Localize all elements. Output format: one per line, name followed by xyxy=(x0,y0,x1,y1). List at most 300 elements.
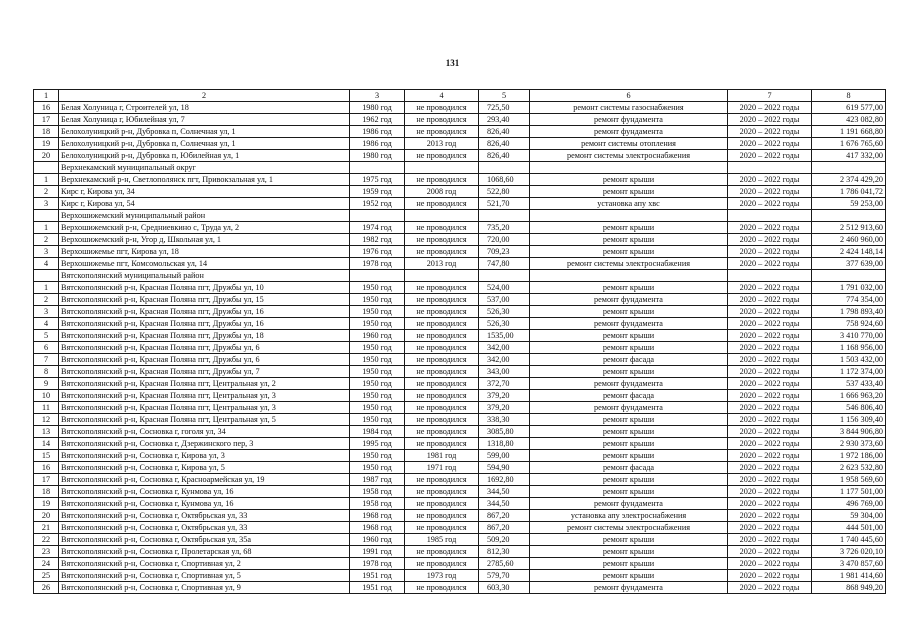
empty-cell xyxy=(350,162,405,174)
row-number: 20 xyxy=(34,150,59,162)
area-cell: 342,00 xyxy=(479,354,530,366)
last-repair-cell: не проводился xyxy=(405,402,479,414)
address-cell: Вятскополянский р-н, Сосновка г, Красноармейская ул, 19 xyxy=(59,474,350,486)
period-cell: 2020 – 2022 годы xyxy=(728,402,812,414)
address-cell: Верхошижемье пгт, Комсомольская ул, 14 xyxy=(59,258,350,270)
address-cell: Вятскополянский р-н, Сосновка г, Дзержинского пер, 3 xyxy=(59,438,350,450)
work-type-cell: ремонт крыши xyxy=(530,174,728,186)
build-year-cell: 1951 год xyxy=(350,582,405,594)
last-repair-cell: не проводился xyxy=(405,426,479,438)
period-cell: 2020 – 2022 годы xyxy=(728,450,812,462)
cost-cell: 3 470 857,60 xyxy=(812,558,886,570)
row-number: 14 xyxy=(34,438,59,450)
build-year-cell: 1975 год xyxy=(350,174,405,186)
work-type-cell: ремонт системы отопления xyxy=(530,138,728,150)
cost-cell: 1 172 374,00 xyxy=(812,366,886,378)
empty-cell xyxy=(530,210,728,222)
cost-cell: 1 740 445,60 xyxy=(812,534,886,546)
work-type-cell: ремонт крыши xyxy=(530,546,728,558)
area-cell: 3085,80 xyxy=(479,426,530,438)
table-row xyxy=(34,462,886,474)
build-year-cell: 1950 год xyxy=(350,378,405,390)
cost-cell: 868 949,20 xyxy=(812,582,886,594)
table-row xyxy=(34,426,886,438)
area-cell: 709,23 xyxy=(479,246,530,258)
area-cell: 1318,80 xyxy=(479,438,530,450)
table-row xyxy=(34,570,886,582)
table-row xyxy=(34,486,886,498)
period-cell: 2020 – 2022 годы xyxy=(728,438,812,450)
row-number: 4 xyxy=(34,258,59,270)
last-repair-cell: не проводился xyxy=(405,522,479,534)
area-cell: 812,30 xyxy=(479,546,530,558)
period-cell: 2020 – 2022 годы xyxy=(728,546,812,558)
cost-cell: 2 460 960,00 xyxy=(812,234,886,246)
section-number-cell xyxy=(34,162,59,174)
cost-cell: 2 623 532,80 xyxy=(812,462,886,474)
address-cell: Вятскополянский р-н, Красная Поляна пгт, Дружбы ул, 16 xyxy=(59,306,350,318)
period-cell: 2020 – 2022 годы xyxy=(728,186,812,198)
row-number: 1 xyxy=(34,222,59,234)
period-cell: 2020 – 2022 годы xyxy=(728,126,812,138)
period-cell: 2020 – 2022 годы xyxy=(728,390,812,402)
area-cell: 344,50 xyxy=(479,498,530,510)
address-cell: Кирс г, Кирова ул, 34 xyxy=(59,186,350,198)
work-type-cell: ремонт фасада xyxy=(530,390,728,402)
last-repair-cell: не проводился xyxy=(405,174,479,186)
cost-cell: 2 930 373,60 xyxy=(812,438,886,450)
last-repair-cell: не проводился xyxy=(405,438,479,450)
period-cell: 2020 – 2022 годы xyxy=(728,174,812,186)
area-cell: 826,40 xyxy=(479,150,530,162)
work-type-cell: ремонт крыши xyxy=(530,306,728,318)
row-number: 3 xyxy=(34,246,59,258)
cost-cell: 2 512 913,60 xyxy=(812,222,886,234)
period-cell: 2020 – 2022 годы xyxy=(728,510,812,522)
area-cell: 1692,80 xyxy=(479,474,530,486)
empty-cell xyxy=(479,162,530,174)
address-cell: Белохолуницкий р-н, Дубровка п, Юбилейная ул, 1 xyxy=(59,150,350,162)
address-cell: Вятскополянский р-н, Красная Поляна пгт, Дружбы ул, 10 xyxy=(59,282,350,294)
table-row xyxy=(34,174,886,186)
cost-cell: 1 786 041,72 xyxy=(812,186,886,198)
address-cell: Вятскополянский р-н, Сосновка г, Октябрьская ул, 33 xyxy=(59,522,350,534)
last-repair-cell: не проводился xyxy=(405,342,479,354)
table-row xyxy=(34,522,886,534)
table-row xyxy=(34,126,886,138)
column-number: 1 xyxy=(34,90,59,102)
build-year-cell: 1950 год xyxy=(350,450,405,462)
area-cell: 342,00 xyxy=(479,342,530,354)
last-repair-cell: не проводился xyxy=(405,378,479,390)
column-number: 5 xyxy=(479,90,530,102)
table-row xyxy=(34,150,886,162)
row-number: 15 xyxy=(34,450,59,462)
table-row xyxy=(34,366,886,378)
area-cell: 1535,00 xyxy=(479,330,530,342)
column-number: 2 xyxy=(59,90,350,102)
cost-cell: 3 410 770,00 xyxy=(812,330,886,342)
work-type-cell: ремонт фундамента xyxy=(530,114,728,126)
address-cell: Вятскополянский р-н, Сосновка г, гоголя ул, 34 xyxy=(59,426,350,438)
period-cell: 2020 – 2022 годы xyxy=(728,330,812,342)
table-row xyxy=(34,402,886,414)
build-year-cell: 1984 год xyxy=(350,426,405,438)
cost-cell: 774 354,00 xyxy=(812,294,886,306)
table-row xyxy=(34,114,886,126)
address-cell: Вятскополянский р-н, Сосновка г, Октябрьская ул, 35а xyxy=(59,534,350,546)
last-repair-cell: 1971 год xyxy=(405,462,479,474)
row-number: 2 xyxy=(34,186,59,198)
area-cell: 599,00 xyxy=(479,450,530,462)
last-repair-cell: не проводился xyxy=(405,582,479,594)
table-row xyxy=(34,450,886,462)
address-cell: Вятскополянский р-н, Красная Поляна пгт, Дружбы ул, 7 xyxy=(59,366,350,378)
work-type-cell: ремонт крыши xyxy=(530,450,728,462)
empty-cell xyxy=(530,270,728,282)
period-cell: 2020 – 2022 годы xyxy=(728,570,812,582)
work-type-cell: ремонт крыши xyxy=(530,186,728,198)
period-cell: 2020 – 2022 годы xyxy=(728,282,812,294)
row-number: 18 xyxy=(34,486,59,498)
period-cell: 2020 – 2022 годы xyxy=(728,582,812,594)
work-type-cell: ремонт крыши xyxy=(530,474,728,486)
area-cell: 747,80 xyxy=(479,258,530,270)
cost-cell: 1 191 668,80 xyxy=(812,126,886,138)
table-body xyxy=(34,90,886,594)
build-year-cell: 1951 год xyxy=(350,570,405,582)
table-row xyxy=(34,378,886,390)
address-cell: Верхнекамский р-н, Светлополянск пгт, Привокзальная ул, 1 xyxy=(59,174,350,186)
work-type-cell: ремонт фундамента xyxy=(530,318,728,330)
area-cell: 509,20 xyxy=(479,534,530,546)
row-number: 9 xyxy=(34,378,59,390)
cost-cell: 537 433,40 xyxy=(812,378,886,390)
build-year-cell: 1962 год xyxy=(350,114,405,126)
address-cell: Верхошижемье пгт, Кирова ул, 18 xyxy=(59,246,350,258)
area-cell: 522,80 xyxy=(479,186,530,198)
work-type-cell: ремонт крыши xyxy=(530,234,728,246)
column-number: 6 xyxy=(530,90,728,102)
cost-cell: 1 981 414,60 xyxy=(812,570,886,582)
table-row xyxy=(34,186,886,198)
work-type-cell: ремонт фасада xyxy=(530,354,728,366)
last-repair-cell: не проводился xyxy=(405,198,479,210)
build-year-cell: 1974 год xyxy=(350,222,405,234)
build-year-cell: 1950 год xyxy=(350,402,405,414)
empty-cell xyxy=(728,210,812,222)
row-number: 2 xyxy=(34,294,59,306)
last-repair-cell: не проводился xyxy=(405,414,479,426)
row-number: 17 xyxy=(34,114,59,126)
empty-cell xyxy=(530,162,728,174)
build-year-cell: 1986 год xyxy=(350,126,405,138)
work-type-cell: ремонт системы электроснабжения xyxy=(530,258,728,270)
work-type-cell: ремонт системы газоснабжения xyxy=(530,102,728,114)
build-year-cell: 1958 год xyxy=(350,486,405,498)
area-cell: 521,70 xyxy=(479,198,530,210)
build-year-cell: 1976 год xyxy=(350,246,405,258)
cost-cell: 3 844 906,80 xyxy=(812,426,886,438)
work-type-cell: ремонт системы электроснабжения xyxy=(530,150,728,162)
cost-cell: 59 253,00 xyxy=(812,198,886,210)
table-row xyxy=(34,198,886,210)
address-cell: Белохолуницкий р-н, Дубровка п, Солнечная ул, 1 xyxy=(59,126,350,138)
area-cell: 379,20 xyxy=(479,402,530,414)
cost-cell: 1 798 893,40 xyxy=(812,306,886,318)
row-number: 8 xyxy=(34,366,59,378)
address-cell: Верхошижемский р-н, Угор д, Школьная ул, 1 xyxy=(59,234,350,246)
build-year-cell: 1960 год xyxy=(350,534,405,546)
empty-cell xyxy=(350,210,405,222)
table-row xyxy=(34,414,886,426)
last-repair-cell: не проводился xyxy=(405,246,479,258)
period-cell: 2020 – 2022 годы xyxy=(728,342,812,354)
row-number: 4 xyxy=(34,318,59,330)
table-row xyxy=(34,474,886,486)
table-row xyxy=(34,138,886,150)
row-number: 3 xyxy=(34,198,59,210)
area-cell: 372,70 xyxy=(479,378,530,390)
area-cell: 735,20 xyxy=(479,222,530,234)
build-year-cell: 1987 год xyxy=(350,474,405,486)
period-cell: 2020 – 2022 годы xyxy=(728,462,812,474)
table-row xyxy=(34,318,886,330)
section-row xyxy=(34,270,886,282)
work-type-cell: ремонт системы электроснабжения xyxy=(530,522,728,534)
work-type-cell: ремонт крыши xyxy=(530,426,728,438)
address-cell: Вятскополянский р-н, Красная Поляна пгт, Дружбы ул, 15 xyxy=(59,294,350,306)
cost-cell: 2 424 148,14 xyxy=(812,246,886,258)
row-number: 1 xyxy=(34,174,59,186)
build-year-cell: 1950 год xyxy=(350,282,405,294)
work-type-cell: ремонт крыши xyxy=(530,330,728,342)
work-type-cell: ремонт крыши xyxy=(530,438,728,450)
row-number: 22 xyxy=(34,534,59,546)
last-repair-cell: не проводился xyxy=(405,474,479,486)
build-year-cell: 1950 год xyxy=(350,390,405,402)
table-row xyxy=(34,510,886,522)
table-row xyxy=(34,438,886,450)
last-repair-cell: не проводился xyxy=(405,558,479,570)
table-row xyxy=(34,558,886,570)
area-cell: 343,00 xyxy=(479,366,530,378)
row-number: 2 xyxy=(34,234,59,246)
table-row xyxy=(34,498,886,510)
work-type-cell: ремонт фундамента xyxy=(530,378,728,390)
table-row xyxy=(34,234,886,246)
column-number: 7 xyxy=(728,90,812,102)
table-row xyxy=(34,354,886,366)
column-number-row xyxy=(34,90,886,102)
row-number: 26 xyxy=(34,582,59,594)
empty-cell xyxy=(812,210,886,222)
table-row xyxy=(34,330,886,342)
build-year-cell: 1982 год xyxy=(350,234,405,246)
empty-cell xyxy=(350,270,405,282)
row-number: 10 xyxy=(34,390,59,402)
address-cell: Вятскополянский р-н, Красная Поляна пгт, Центральная ул, 5 xyxy=(59,414,350,426)
table-row xyxy=(34,582,886,594)
last-repair-cell: не проводился xyxy=(405,330,479,342)
period-cell: 2020 – 2022 годы xyxy=(728,246,812,258)
cost-cell: 496 769,00 xyxy=(812,498,886,510)
section-title: Вятскополянский муниципальный район xyxy=(59,270,350,282)
last-repair-cell: не проводился xyxy=(405,222,479,234)
area-cell: 293,40 xyxy=(479,114,530,126)
cost-cell: 1 666 963,20 xyxy=(812,390,886,402)
period-cell: 2020 – 2022 годы xyxy=(728,114,812,126)
build-year-cell: 1950 год xyxy=(350,366,405,378)
period-cell: 2020 – 2022 годы xyxy=(728,258,812,270)
cost-cell: 423 082,80 xyxy=(812,114,886,126)
last-repair-cell: 2013 год xyxy=(405,258,479,270)
last-repair-cell: 1973 год xyxy=(405,570,479,582)
row-number: 25 xyxy=(34,570,59,582)
build-year-cell: 1960 год xyxy=(350,330,405,342)
column-number: 3 xyxy=(350,90,405,102)
address-cell: Вятскополянский р-н, Сосновка г, Кирова ул, 3 xyxy=(59,450,350,462)
area-cell: 826,40 xyxy=(479,138,530,150)
table-row xyxy=(34,534,886,546)
area-cell: 526,30 xyxy=(479,306,530,318)
empty-cell xyxy=(479,210,530,222)
address-cell: Вятскополянский р-н, Красная Поляна пгт, Центральная ул, 2 xyxy=(59,378,350,390)
work-type-cell: установка апу электроснабжения xyxy=(530,510,728,522)
work-type-cell: ремонт крыши xyxy=(530,366,728,378)
area-cell: 379,20 xyxy=(479,390,530,402)
address-cell: Белохолуницкий р-н, Дубровка п, Солнечная ул, 1 xyxy=(59,138,350,150)
work-type-cell: ремонт крыши xyxy=(530,534,728,546)
work-type-cell: ремонт фундамента xyxy=(530,582,728,594)
cost-cell: 546 806,40 xyxy=(812,402,886,414)
address-cell: Вятскополянский р-н, Красная Поляна пгт, Дружбы ул, 6 xyxy=(59,354,350,366)
empty-cell xyxy=(405,210,479,222)
last-repair-cell: не проводился xyxy=(405,114,479,126)
cost-cell: 619 577,00 xyxy=(812,102,886,114)
address-cell: Вятскополянский р-н, Сосновка г, Кунмова ул, 16 xyxy=(59,486,350,498)
cost-cell: 1 503 432,00 xyxy=(812,354,886,366)
period-cell: 2020 – 2022 годы xyxy=(728,102,812,114)
period-cell: 2020 – 2022 годы xyxy=(728,426,812,438)
area-cell: 725,50 xyxy=(479,102,530,114)
table-row xyxy=(34,258,886,270)
period-cell: 2020 – 2022 годы xyxy=(728,366,812,378)
address-cell: Вятскополянский р-н, Сосновка г, Кунмова ул, 16 xyxy=(59,498,350,510)
period-cell: 2020 – 2022 годы xyxy=(728,474,812,486)
cost-cell: 1 177 501,00 xyxy=(812,486,886,498)
last-repair-cell: 2013 год xyxy=(405,138,479,150)
period-cell: 2020 – 2022 годы xyxy=(728,150,812,162)
work-type-cell: ремонт фундамента xyxy=(530,294,728,306)
table-row xyxy=(34,390,886,402)
section-number-cell xyxy=(34,270,59,282)
last-repair-cell: не проводился xyxy=(405,126,479,138)
area-cell: 524,00 xyxy=(479,282,530,294)
last-repair-cell: не проводился xyxy=(405,486,479,498)
table-row xyxy=(34,546,886,558)
period-cell: 2020 – 2022 годы xyxy=(728,534,812,546)
row-number: 19 xyxy=(34,138,59,150)
address-cell: Вятскополянский р-н, Сосновка г, Спортивная ул, 5 xyxy=(59,570,350,582)
table-row xyxy=(34,102,886,114)
cost-cell: 1 156 309,40 xyxy=(812,414,886,426)
row-number: 13 xyxy=(34,426,59,438)
period-cell: 2020 – 2022 годы xyxy=(728,414,812,426)
empty-cell xyxy=(728,162,812,174)
empty-cell xyxy=(405,162,479,174)
cost-cell: 3 726 020,10 xyxy=(812,546,886,558)
build-year-cell: 1952 год xyxy=(350,198,405,210)
section-title: Верхошижемский муниципальный район xyxy=(59,210,350,222)
build-year-cell: 1950 год xyxy=(350,462,405,474)
cost-cell: 444 501,00 xyxy=(812,522,886,534)
period-cell: 2020 – 2022 годы xyxy=(728,234,812,246)
address-cell: Белая Холуница г, Юбилейная ул, 7 xyxy=(59,114,350,126)
period-cell: 2020 – 2022 годы xyxy=(728,354,812,366)
build-year-cell: 1980 год xyxy=(350,150,405,162)
address-cell: Кирс г, Кирова ул, 54 xyxy=(59,198,350,210)
last-repair-cell: не проводился xyxy=(405,546,479,558)
row-number: 19 xyxy=(34,498,59,510)
build-year-cell: 1995 год xyxy=(350,438,405,450)
area-cell: 867,20 xyxy=(479,522,530,534)
last-repair-cell: не проводился xyxy=(405,354,479,366)
period-cell: 2020 – 2022 годы xyxy=(728,498,812,510)
table-row xyxy=(34,222,886,234)
page-number: 131 xyxy=(445,58,460,68)
period-cell: 2020 – 2022 годы xyxy=(728,378,812,390)
build-year-cell: 1950 год xyxy=(350,342,405,354)
period-cell: 2020 – 2022 годы xyxy=(728,222,812,234)
last-repair-cell: не проводился xyxy=(405,282,479,294)
build-year-cell: 1978 год xyxy=(350,558,405,570)
address-cell: Вятскополянский р-н, Сосновка г, Спортивная ул, 2 xyxy=(59,558,350,570)
last-repair-cell: 2008 год xyxy=(405,186,479,198)
cost-cell: 59 304,00 xyxy=(812,510,886,522)
build-year-cell: 1950 год xyxy=(350,414,405,426)
period-cell: 2020 – 2022 годы xyxy=(728,294,812,306)
last-repair-cell: не проводился xyxy=(405,390,479,402)
last-repair-cell: не проводился xyxy=(405,150,479,162)
area-cell: 603,30 xyxy=(479,582,530,594)
cost-cell: 1 958 569,60 xyxy=(812,474,886,486)
row-number: 6 xyxy=(34,342,59,354)
work-type-cell: ремонт крыши xyxy=(530,222,728,234)
empty-cell xyxy=(479,270,530,282)
row-number: 16 xyxy=(34,462,59,474)
table-row xyxy=(34,246,886,258)
last-repair-cell: не проводился xyxy=(405,306,479,318)
row-number: 24 xyxy=(34,558,59,570)
address-cell: Вятскополянский р-н, Сосновка г, Октябрьская ул, 33 xyxy=(59,510,350,522)
area-cell: 579,70 xyxy=(479,570,530,582)
period-cell: 2020 – 2022 годы xyxy=(728,198,812,210)
last-repair-cell: не проводился xyxy=(405,510,479,522)
empty-cell xyxy=(728,270,812,282)
row-number: 7 xyxy=(34,354,59,366)
empty-cell xyxy=(405,270,479,282)
address-cell: Вятскополянский р-н, Красная Поляна пгт, Центральная ул, 3 xyxy=(59,402,350,414)
build-year-cell: 1991 год xyxy=(350,546,405,558)
last-repair-cell: не проводился xyxy=(405,294,479,306)
last-repair-cell: не проводился xyxy=(405,102,479,114)
empty-cell xyxy=(812,162,886,174)
work-type-cell: ремонт крыши xyxy=(530,282,728,294)
work-type-cell: ремонт фундамента xyxy=(530,498,728,510)
cost-cell: 2 374 429,20 xyxy=(812,174,886,186)
row-number: 17 xyxy=(34,474,59,486)
